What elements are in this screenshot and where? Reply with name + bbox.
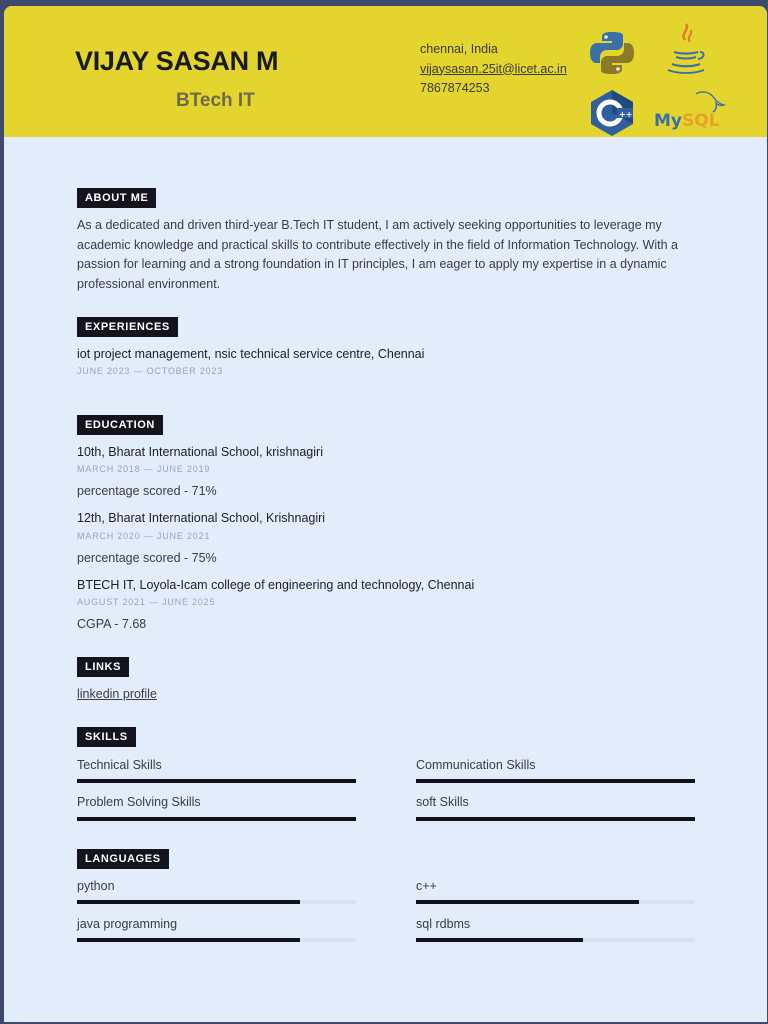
education-note: percentage scored - 71% xyxy=(77,484,217,498)
education-date: AUGUST 2021 — JUNE 2025 xyxy=(77,597,216,607)
education-note: percentage scored - 75% xyxy=(77,551,217,565)
experiences-heading: EXPERIENCES xyxy=(77,317,178,337)
skills-heading: SKILLS xyxy=(77,727,136,747)
language-bar-fill xyxy=(77,900,300,904)
candidate-degree: BTech IT xyxy=(176,90,255,111)
language-label: c++ xyxy=(416,879,437,893)
skill-bar xyxy=(416,817,695,821)
phone-text: 7867874253 xyxy=(420,81,490,95)
python-logo-icon xyxy=(589,30,635,76)
svg-text:My: My xyxy=(654,111,682,130)
skill-label: Problem Solving Skills xyxy=(77,795,201,809)
language-bar xyxy=(416,938,695,942)
candidate-name: VIJAY SASAN M xyxy=(75,46,279,76)
skill-bar-fill xyxy=(77,817,356,821)
resume-page xyxy=(4,6,767,1022)
email-link[interactable]: vijaysasan.25it@licet.ac.in xyxy=(420,61,567,76)
skill-bar-fill xyxy=(77,779,356,783)
education-heading: EDUCATION xyxy=(77,415,163,435)
education-title: BTECH IT, Loyola-Icam college of engineering and technology, Chennai xyxy=(77,578,475,592)
education-title: 10th, Bharat International School, krishnagiri xyxy=(77,445,323,459)
language-bar xyxy=(77,938,356,942)
skill-label: Technical Skills xyxy=(77,758,162,772)
experience-date: JUNE 2023 — OCTOBER 2023 xyxy=(77,366,224,376)
skill-label: soft Skills xyxy=(416,795,469,809)
skill-bar xyxy=(77,817,356,821)
mysql-logo-icon xyxy=(650,88,732,130)
java-logo-icon xyxy=(664,22,708,78)
links-heading: LINKS xyxy=(77,657,129,677)
svg-text:SQL: SQL xyxy=(682,111,720,130)
language-label: sql rdbms xyxy=(416,917,471,931)
contact-block xyxy=(420,40,567,99)
linkedin-link[interactable]: linkedin profile xyxy=(77,687,157,701)
education-date: MARCH 2018 — JUNE 2019 xyxy=(77,464,211,474)
skill-bar xyxy=(77,779,356,783)
resume-header xyxy=(4,6,767,137)
language-label: python xyxy=(77,879,115,893)
svg-text:++: ++ xyxy=(619,110,633,119)
about-text: As a dedicated and driven third-year B.Tech IT student, I am actively seeking opportunities to leverage my academic knowledge and practical skills to contribute effectively in the field of Information Technology. With a passion for learning and a strong foundation in IT principles, I am eager to apply my expertise in a dynamic professional environment. xyxy=(77,218,679,291)
language-bar-fill xyxy=(77,938,300,942)
language-bar-fill xyxy=(416,938,583,942)
language-bar-fill xyxy=(416,900,639,904)
skill-label: Communication Skills xyxy=(416,758,536,772)
location-text: chennai, India xyxy=(420,42,498,56)
language-label: java programming xyxy=(77,917,178,931)
skill-bar-fill xyxy=(416,779,695,783)
language-bar xyxy=(77,900,356,904)
languages-heading: LANGUAGES xyxy=(77,849,169,869)
about-heading: ABOUT ME xyxy=(77,188,156,208)
education-date: MARCH 2020 — JUNE 2021 xyxy=(77,531,211,541)
language-bar xyxy=(416,900,695,904)
skill-bar xyxy=(416,779,695,783)
cpp-logo-icon xyxy=(589,89,635,137)
experience-title: iot project management, nsic technical service centre, Chennai xyxy=(77,347,425,361)
education-title: 12th, Bharat International School, Krishnagiri xyxy=(77,511,326,525)
education-note: CGPA - 7.68 xyxy=(77,617,147,631)
skill-bar-fill xyxy=(416,817,695,821)
